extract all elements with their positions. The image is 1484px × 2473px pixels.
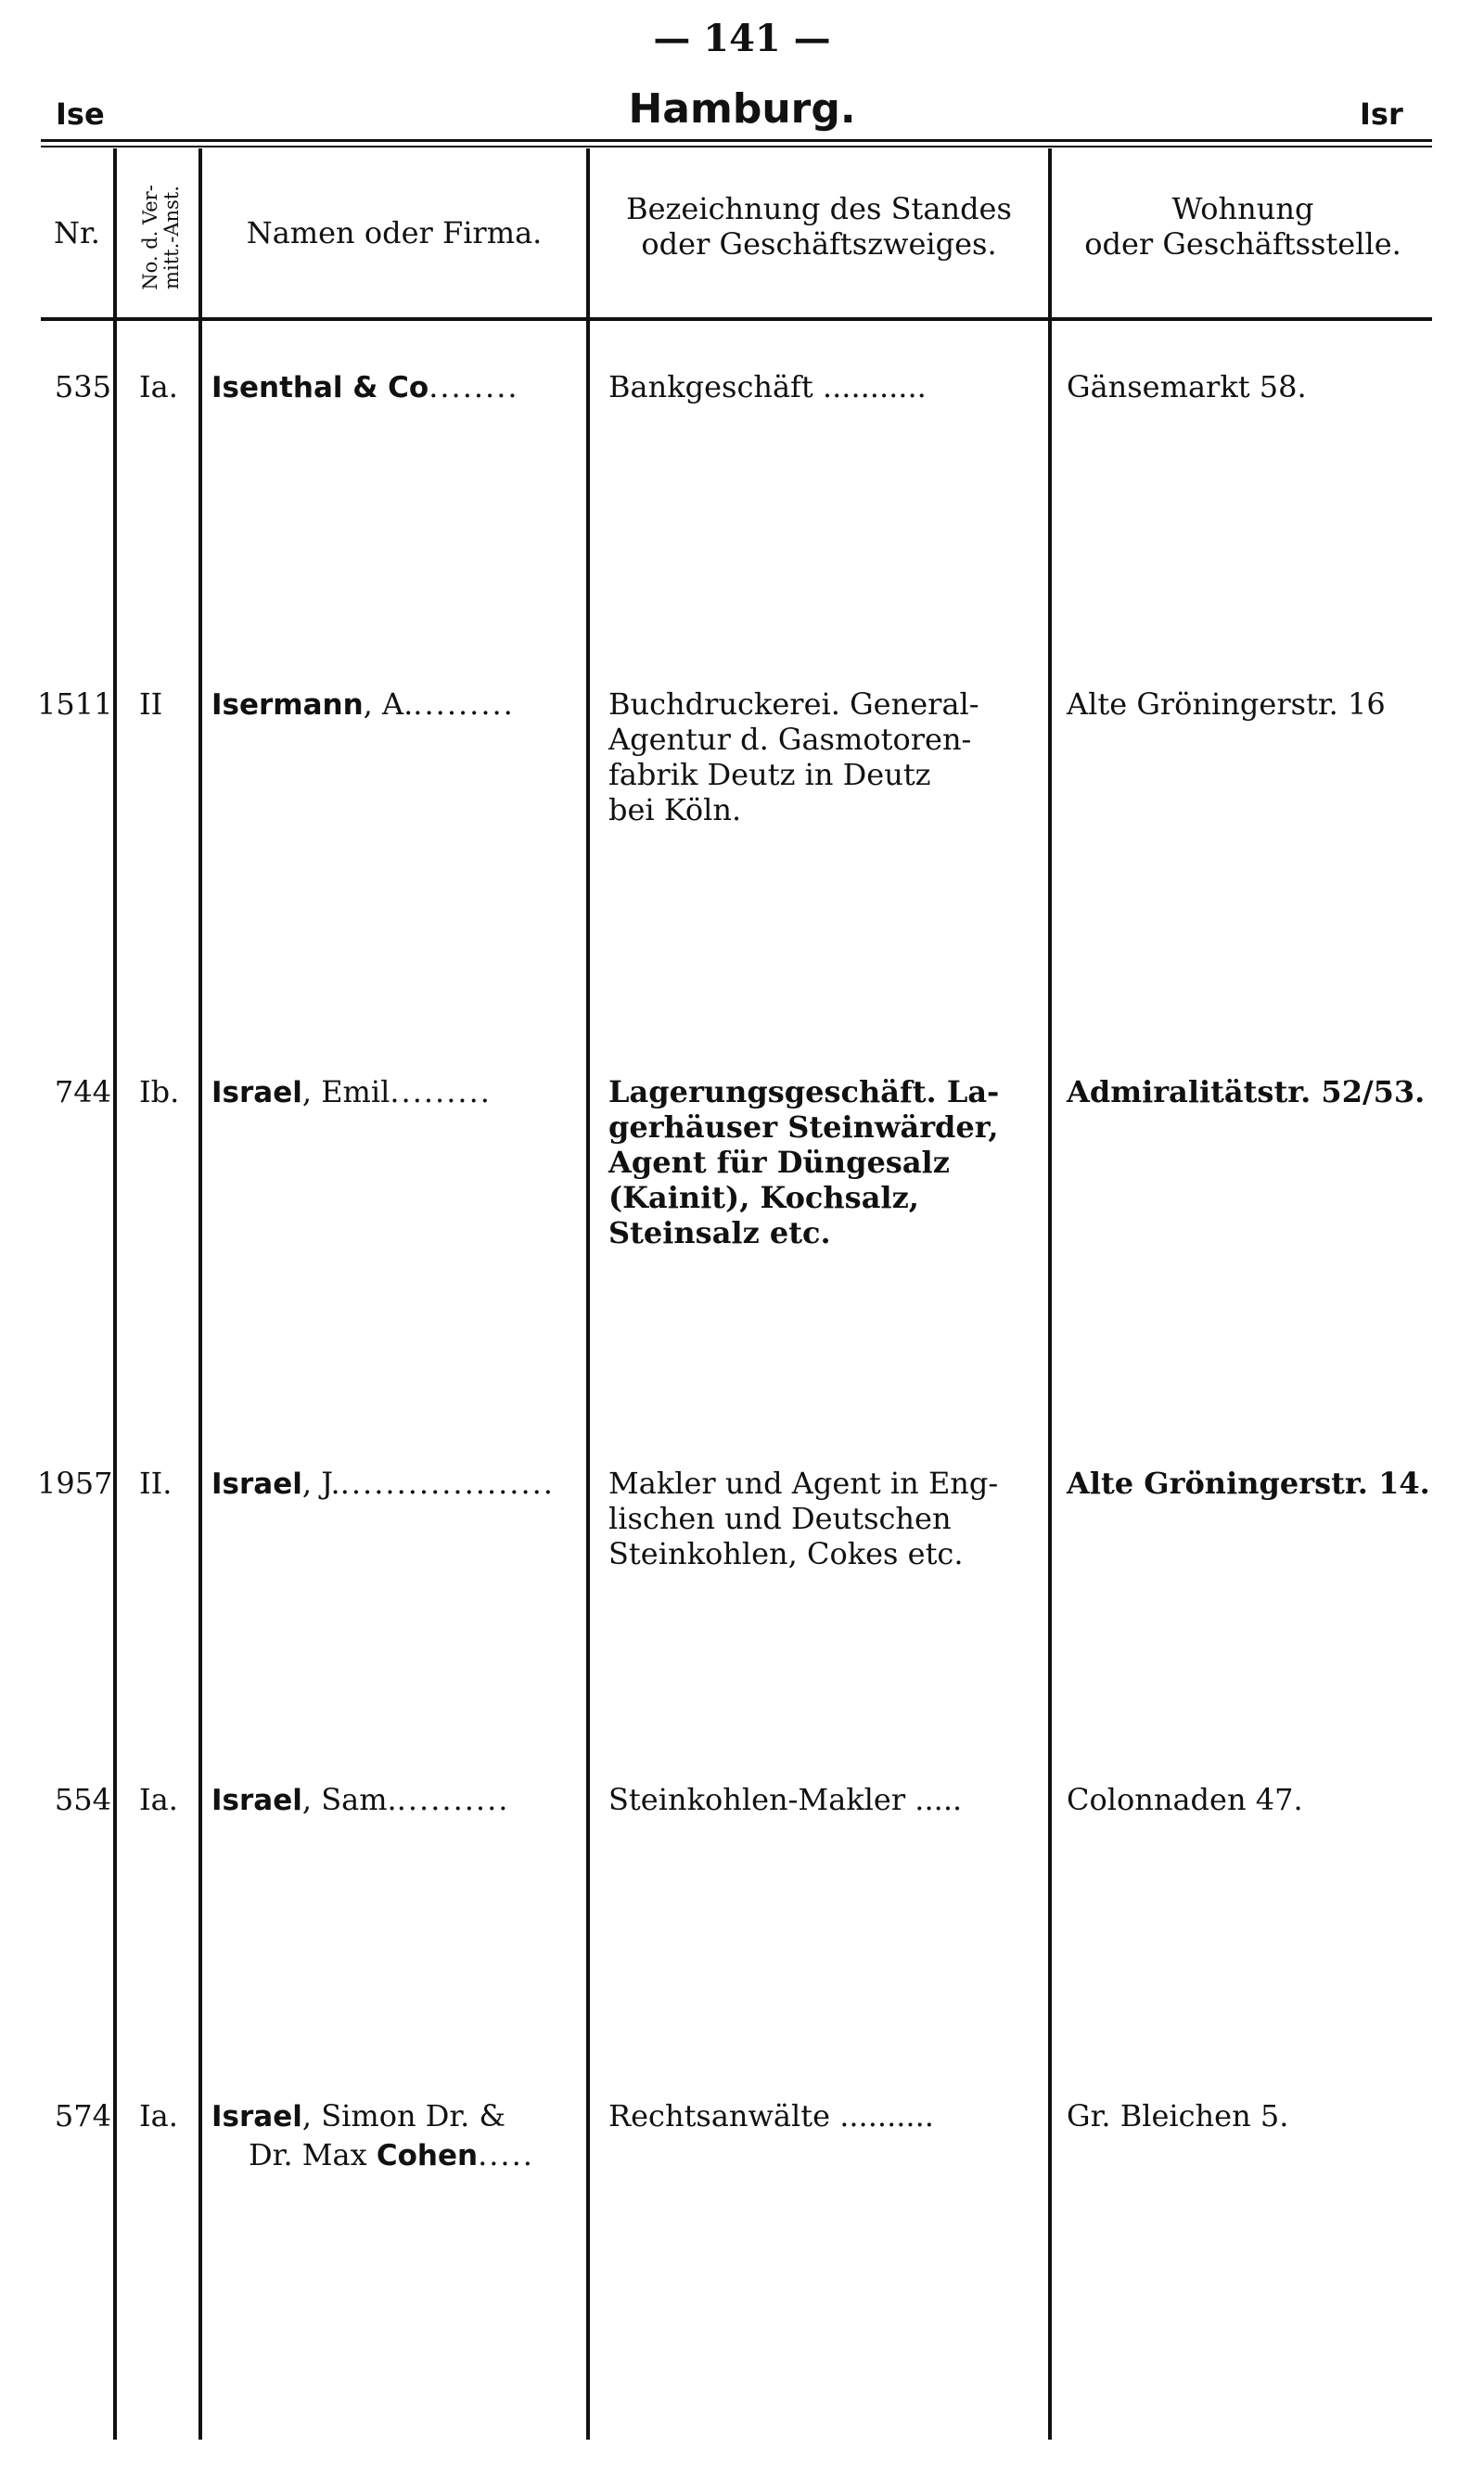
entry-name-rest: , Emil xyxy=(301,1074,390,1109)
entry-nr: 744 xyxy=(54,1074,111,1109)
entry-stand xyxy=(608,369,1026,404)
entry-stand-line: Agentur d. Gasmotoren- xyxy=(608,722,972,757)
entry-name-bold: Isermann xyxy=(211,688,364,722)
entry-nr: 1511 xyxy=(37,686,113,722)
entry-name xyxy=(211,2098,505,2134)
column-rule-2 xyxy=(198,148,202,2440)
header-wohnung xyxy=(1052,191,1434,262)
entry-stand-line: bei Köln. xyxy=(608,792,742,827)
entry-class: Ia. xyxy=(139,369,178,404)
header-nr: Nr. xyxy=(54,215,100,250)
entry-name-bold: Israel xyxy=(211,2100,302,2133)
column-rule-3 xyxy=(586,148,590,2440)
header-vermittlungsanstalt xyxy=(126,156,197,319)
entry-name-line2-prefix: Dr. Max xyxy=(249,2137,377,2172)
entry-name-line2-bold: Cohen xyxy=(376,2139,479,2172)
header-bottom-rule xyxy=(41,317,1432,321)
entry-class: II xyxy=(139,686,163,722)
entry-nr: 574 xyxy=(54,2098,111,2133)
entry-stand-line: Steinkohlen-Makler ..... xyxy=(608,1782,963,1817)
entry-address: Gr. Bleichen 5. xyxy=(1067,2098,1289,2133)
entry-name xyxy=(211,686,515,723)
entry-stand-line: Steinkohlen, Cokes etc. xyxy=(608,1536,964,1571)
entry-name-leader: ................... xyxy=(339,1466,555,1501)
entry-stand-line: Rechtsanwälte .......... xyxy=(608,2098,934,2133)
header-name: Namen oder Firma. xyxy=(246,215,543,250)
header-wohnung-line2: oder Geschäftsstelle. xyxy=(1084,226,1401,262)
entry-nr: 1957 xyxy=(37,1466,113,1501)
entry-stand-line: Buchdruckerei. General- xyxy=(608,686,979,722)
entry-name-leader: ........ xyxy=(429,369,519,404)
column-rule-1 xyxy=(113,148,117,2440)
entry-address: Admiralitätstr. 52/53. xyxy=(1067,1074,1426,1109)
top-rule xyxy=(41,139,1432,142)
entry-name-leader: .......... xyxy=(396,1782,510,1817)
column-rule-4 xyxy=(1048,148,1052,2440)
entry-stand-line: Steinsalz etc. xyxy=(608,1215,831,1250)
entry-stand-line: Agent für Düngesalz xyxy=(608,1145,950,1180)
entry-name-rest: , Sam. xyxy=(301,1782,397,1817)
entry-stand-line: lischen und Deutschen xyxy=(608,1501,952,1536)
entry-stand-line: Bankgeschäft ........... xyxy=(608,369,927,404)
city-heading: Hamburg. xyxy=(628,85,856,133)
entry-name-leader: ......... xyxy=(413,686,515,722)
entry-address: Colonnaden 47. xyxy=(1067,1782,1303,1817)
header-wohnung-line1: Wohnung xyxy=(1171,191,1314,226)
entry-name-line2-leader: ..... xyxy=(478,2137,534,2172)
header-stand-line2: oder Geschäftszweiges. xyxy=(641,226,997,262)
entry-class: Ia. xyxy=(139,2098,178,2133)
header-stand-line1: Bezeichnung des Standes xyxy=(626,191,1012,226)
entry-nr: 535 xyxy=(54,369,111,404)
entry-name xyxy=(211,1466,555,1502)
page-number: — 141 — xyxy=(653,17,831,60)
entry-class: II. xyxy=(139,1466,173,1501)
entry-stand-line: Lagerungsgeschäft. La- xyxy=(608,1074,1000,1109)
top-rule-thin xyxy=(41,146,1432,147)
entry-stand-line: gerhäuser Steinwärder, xyxy=(608,1109,999,1145)
entry-name xyxy=(211,1074,492,1110)
entry-stand xyxy=(608,1782,1026,1817)
header-vermittlungsanstalt-text: No. d. Ver- mitt.-Anst. xyxy=(139,185,183,290)
index-corner-right: Isr xyxy=(1360,96,1403,132)
entry-stand xyxy=(608,1466,1026,1571)
entry-name xyxy=(211,1782,509,1818)
entry-class: Ib. xyxy=(139,1074,180,1109)
entry-nr: 554 xyxy=(54,1782,111,1817)
entry-name-leader: ......... xyxy=(390,1074,492,1109)
index-corner-left: Ise xyxy=(56,96,105,132)
entry-name-line2 xyxy=(249,2137,534,2173)
entry-address: Gänsemarkt 58. xyxy=(1067,369,1307,404)
entry-class: Ia. xyxy=(139,1782,178,1817)
entry-stand xyxy=(608,2098,1026,2133)
entry-name-rest: , Simon Dr. & xyxy=(301,2098,505,2133)
entry-stand-line: fabrik Deutz in Deutz xyxy=(608,757,931,792)
entry-name-rest: , A. xyxy=(363,686,414,722)
entry-address: Alte Gröningerstr. 14. xyxy=(1067,1466,1430,1501)
entry-stand-line: Makler und Agent in Eng- xyxy=(608,1466,999,1501)
entry-name xyxy=(211,369,519,405)
entry-address: Alte Gröningerstr. 16 xyxy=(1067,686,1386,722)
header-stand xyxy=(590,191,1048,262)
entry-stand-line: (Kainit), Kochsalz, xyxy=(608,1180,919,1215)
entry-stand xyxy=(608,1074,1026,1250)
entry-name-bold: Israel xyxy=(211,1076,302,1109)
entry-name-bold: Isenthal & Co xyxy=(211,371,429,404)
entry-stand xyxy=(608,686,1026,827)
entry-name-rest: , J. xyxy=(301,1466,340,1501)
entry-name-bold: Israel xyxy=(211,1467,302,1501)
entry-name-bold: Israel xyxy=(211,1784,302,1817)
